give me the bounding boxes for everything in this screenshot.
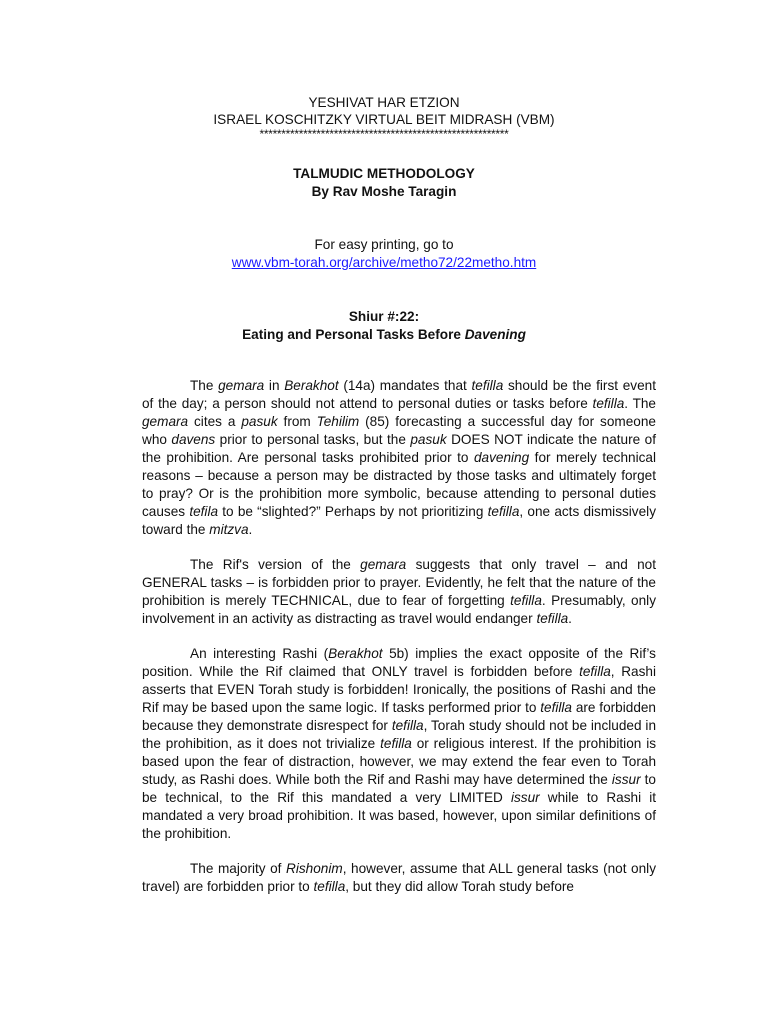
body-paragraph-4	[142, 860, 656, 896]
italic-term: gemara	[142, 414, 189, 429]
italic-term: Rishonim	[286, 861, 343, 876]
italic-term: tefilla	[540, 700, 572, 715]
italic-term: davening	[473, 450, 530, 465]
italic-term: pasuk	[241, 414, 278, 429]
text-run: . Presumably, only involvement in an activity as distracting as travel would endanger	[142, 593, 656, 626]
italic-term: tefilla	[391, 718, 424, 733]
shiur-subject-italic: Davening	[464, 327, 526, 342]
text-run: , however, assume that ALL general tasks (not only travel) are forbidden prior to	[142, 861, 656, 894]
series-title: TALMUDIC METHODOLOGY	[293, 166, 475, 181]
text-run: , one acts dismissively toward the	[142, 504, 656, 537]
italic-term: issur	[510, 790, 540, 805]
italic-term: tefilla	[592, 396, 625, 411]
body-paragraph-1	[142, 377, 656, 539]
text-run: cites a	[188, 414, 242, 429]
text-run: . The	[624, 396, 656, 411]
text-run: , Torah study should not be included in the prohibition, as it does not trivialize	[142, 718, 657, 751]
text-run: An interesting Rashi (	[190, 646, 329, 661]
document-body	[142, 377, 656, 913]
text-run: prior to personal tasks, but the	[215, 432, 411, 447]
italic-term: pasuk	[410, 432, 447, 447]
italic-term: issur	[611, 772, 641, 787]
text-run: , but they did allow Torah study before	[345, 879, 574, 894]
text-run: from	[277, 414, 317, 429]
printing-text: For easy printing, go to	[314, 237, 454, 252]
shiur-subject	[0, 326, 768, 344]
italic-term: tefilla	[510, 593, 542, 608]
text-run: (14a) mandates that	[338, 378, 472, 393]
text-run: to be “slighted?” Perhaps by not prioritizing	[218, 504, 488, 519]
italic-term: tefila	[189, 504, 219, 519]
text-run: DOES NOT indicate the nature of the prohibition. Are personal tasks prohibited prior to	[142, 432, 656, 465]
text-run: for merely technical reasons – because a person may be distracted by those tasks and ultimately forget to pray? Or is the prohibition more symbolic, because attending to personal duties causes	[142, 450, 656, 519]
text-run: .	[248, 522, 253, 537]
text-run: 5b) implies the exact opposite of the Rif’s position. While the Rif claimed that ONLY travel is forbidden before	[142, 646, 656, 679]
institution-name: YESHIVAT HAR ETZION	[308, 95, 460, 110]
text-run: The majority of	[190, 861, 287, 876]
italic-term: tefilla	[471, 378, 504, 393]
italic-term: tefilla	[487, 504, 520, 519]
text-run: are forbidden because they demonstrate disrespect for	[142, 700, 656, 733]
body-paragraph-2	[142, 556, 656, 628]
text-run: to be technical, to the Rif this mandated a very LIMITED	[142, 772, 656, 805]
italic-term: Berakhot	[328, 646, 383, 661]
shiur-heading	[0, 308, 768, 344]
text-run: The Rif's version of the	[190, 557, 361, 572]
author-line: By Rav Moshe Taragin	[311, 184, 457, 199]
italic-term: gemara	[360, 557, 407, 572]
text-run: The	[190, 378, 219, 393]
text-run: (85) forecasting a successful day for someone who	[142, 414, 656, 447]
shiur-number: Shiur #:22:	[348, 309, 420, 324]
document-header	[0, 94, 768, 140]
program-name: ISRAEL KOSCHITZKY VIRTUAL BEIT MIDRASH (VBM)	[213, 112, 555, 127]
document-title	[0, 165, 768, 201]
italic-term: Tehilim	[316, 414, 360, 429]
text-run: in	[264, 378, 285, 393]
text-run: while to Rashi it mandated a very broad prohibition. It was based, however, upon similar definitions of the prohibition.	[142, 790, 656, 841]
printing-note	[0, 236, 768, 272]
archive-link[interactable]: www.vbm-torah.org/archive/metho72/22metho.htm	[231, 255, 537, 270]
italic-term: tefilla	[380, 736, 412, 751]
text-run: .	[568, 611, 572, 626]
text-run: or religious interest. If the prohibition is based upon the fear of distraction, however, we may extend the fear even to Torah study, as Rashi does. While both the Rif and Rashi may have determined the	[142, 736, 657, 787]
italic-term: Berakhot	[284, 378, 339, 393]
italic-term: davens	[171, 432, 216, 447]
italic-term: gemara	[218, 378, 265, 393]
italic-term: tefilla	[536, 611, 569, 626]
italic-term: tefilla	[579, 664, 611, 679]
shiur-subject-prefix: Eating and Personal Tasks Before	[242, 327, 465, 342]
text-run: , Rashi asserts that EVEN Torah study is forbidden! Ironically, the positions of Rashi and the Rif may be based upon the same logic. If tasks performed prior to	[142, 664, 656, 715]
text-run: should be the first event of the day; a person should not attend to personal duties or tasks before	[142, 378, 656, 411]
divider-stars: *********************************************************	[259, 127, 509, 141]
body-paragraph-3	[142, 645, 656, 843]
italic-term: mitzva	[209, 522, 249, 537]
text-run: suggests that only travel – and not GENERAL tasks – is forbidden prior to prayer. Evidently, he felt that the nature of the prohibition is merely TECHNICAL, due to fear of forgetting	[142, 557, 656, 608]
italic-term: tefilla	[313, 879, 346, 894]
